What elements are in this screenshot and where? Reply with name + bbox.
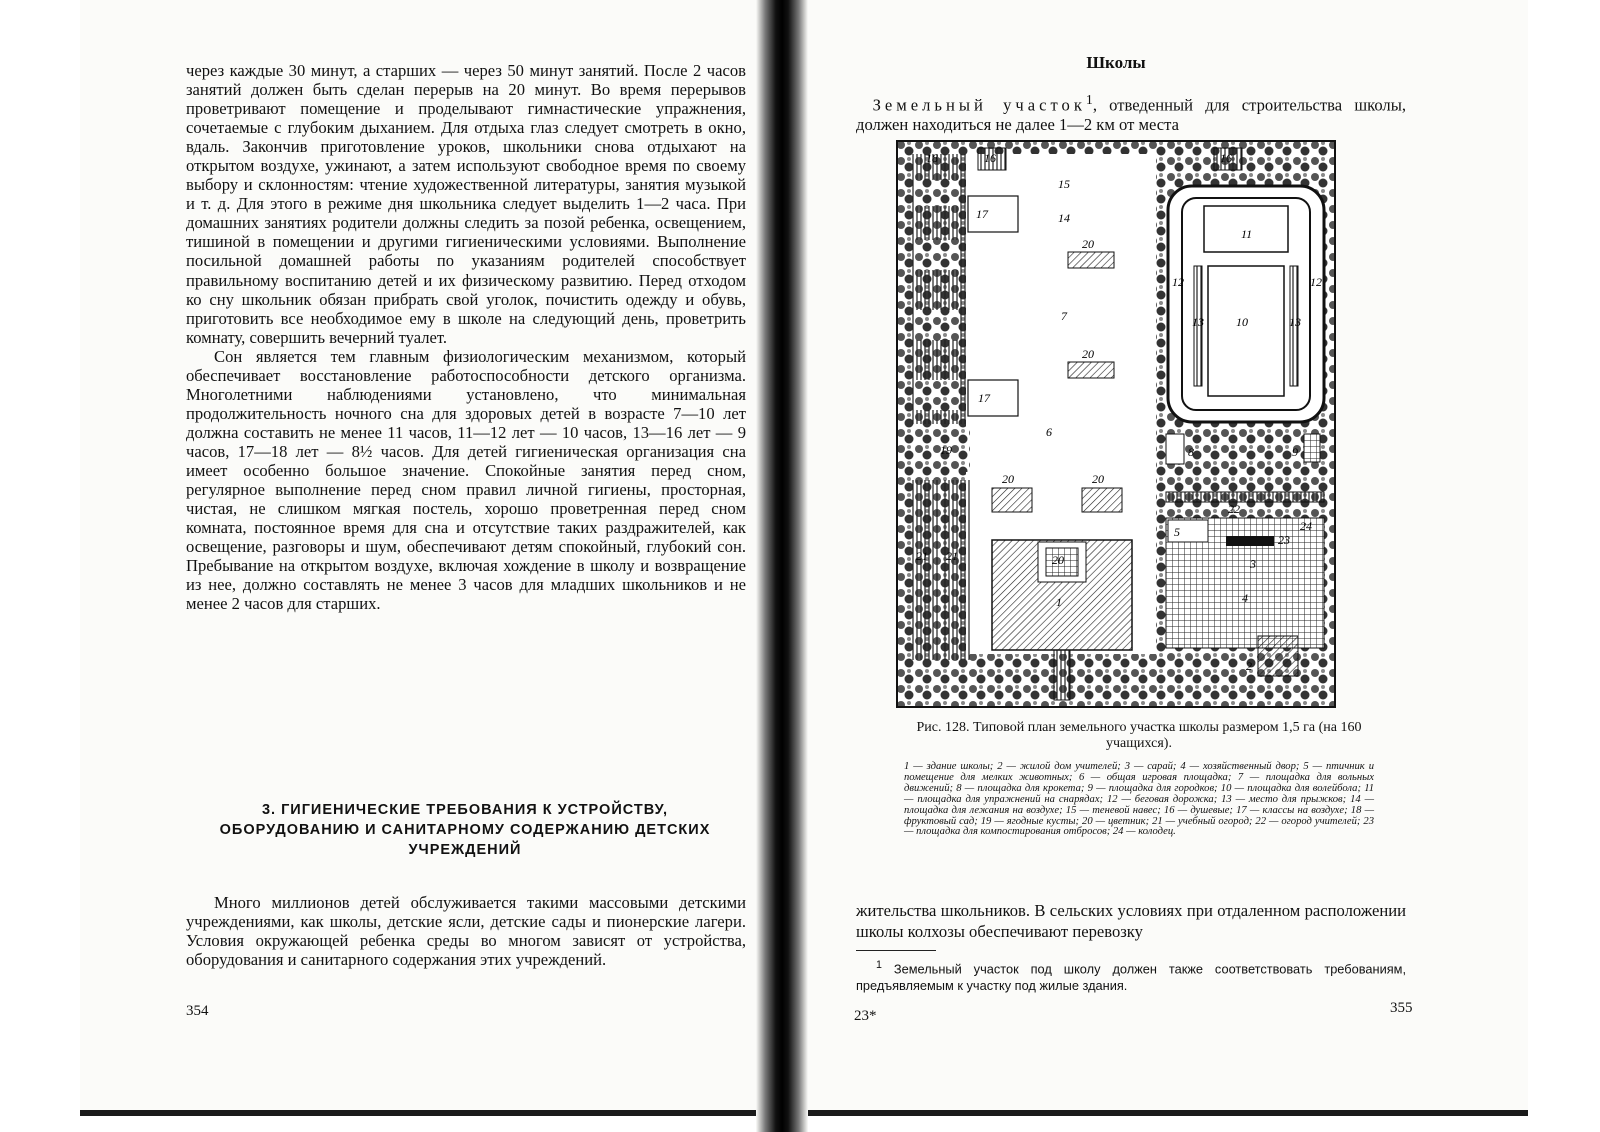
left-closing-text	[186, 893, 746, 969]
signature-mark: 23*	[854, 1008, 877, 1024]
teachers-house	[1258, 636, 1298, 676]
left-body-text	[186, 61, 746, 613]
plan-label-20a: 20	[1082, 237, 1094, 251]
footnote	[856, 957, 1406, 994]
plan-label-12b: 12	[1310, 275, 1322, 289]
plan-label-16a: 16	[984, 151, 996, 165]
plan-label-2: 2	[1246, 659, 1252, 673]
plan-label-10: 10	[1236, 315, 1248, 329]
plan-label-20e: 20	[1052, 553, 1064, 567]
entrance-path	[1054, 650, 1070, 700]
intro-rest: , отведенный для строительства школы, должен находиться не далее 1—2 км от места	[856, 95, 1407, 135]
volleyball-court	[1208, 266, 1284, 396]
plan-label-14: 14	[1058, 211, 1070, 225]
footnote-rule	[856, 950, 936, 951]
plan-label-7: 7	[1061, 309, 1067, 323]
plan-label-9: 9	[1292, 445, 1298, 459]
plan-label-6: 6	[1046, 425, 1052, 439]
figure-legend: 1 — здание школы; 2 — жилой дом учителей; 3 — сарай; 4 — хозяйственный двор; 5 — птичник и помещение для мелких животных; 6 — общая игровая площадка; 7 — площадка для вольных движений; 8 — площадка для крокета; 9 — площадка для городков; 10 — площадка для волейбола; 11 — площадка для упражнений на снарядах; 12 — беговая дорожка; 13 — место для прыжков; 14 — площадка для лежания на воздухе; 15 — теневой навес; 16 — душевые; 17 — классы на воздухе; 18 — фруктовый сад; 19 — ягодные кусты; 20 — цветник; 21 — учебный огород; 22 — огород учителей; 23 — площадка для компостирования отбросов; 24 — колодец.	[904, 761, 1374, 838]
right-page	[836, 0, 1476, 1100]
book-spine-shadow	[756, 0, 808, 1132]
page-number-left: 354	[186, 1003, 209, 1019]
plan-label-19: 19	[940, 443, 952, 457]
plan-label-24: 24	[1300, 519, 1312, 533]
paragraph-institutions: Много миллионов детей обслуживается такими массовыми детскими учреждениями, как школы, детские ясли, детские сады и пионерские лагери. Условия окружающей ребенка среды во многом зависят от устройства, оборудования и санитарного содержания этих учреждений.	[186, 893, 746, 970]
flower-bed-4	[1082, 488, 1122, 512]
flower-bed-1	[1068, 252, 1114, 268]
plan-label-20d: 20	[1092, 472, 1104, 486]
plan-label-22: 22	[1228, 502, 1240, 516]
plan-label-20b: 20	[1082, 347, 1094, 361]
outdoor-class-17b	[968, 380, 1018, 416]
left-page	[150, 0, 756, 1100]
plan-label-17a: 17	[976, 207, 988, 221]
croquet-post	[1166, 434, 1184, 464]
plan-label-3: 3	[1250, 557, 1256, 571]
vegetable-garden-b	[942, 480, 970, 660]
plan-label-20c: 20	[1002, 472, 1014, 486]
intro-spaced-term: Земельный участок	[872, 95, 1086, 115]
plan-label-21a: 21	[916, 549, 928, 563]
school-site-plan	[896, 140, 1336, 708]
plan-label-11: 11	[1241, 227, 1253, 241]
gorodki-post	[1304, 434, 1320, 462]
plan-label-8: 8	[1188, 445, 1194, 459]
figure-caption: Рис. 128. Типовой план земельного участка школы размером 1,5 га (на 160 учащихся).	[916, 720, 1362, 751]
vegetable-garden-a	[910, 480, 938, 660]
plan-label-15: 15	[1058, 177, 1070, 191]
page-number-right: 355	[1390, 1000, 1413, 1016]
plan-label-16b: 16	[1220, 151, 1232, 165]
footnote-text: Земельный участок под школу должен также соответствовать требованиям, предъявляемым к участку под жилые здания.	[856, 961, 1406, 994]
plan-label-13b: 13	[1289, 315, 1301, 329]
flower-bed-3	[992, 488, 1032, 512]
plan-label-13a: 13	[1192, 315, 1204, 329]
paragraph-sleep: Сон является тем главным физиологическим механизмом, который обеспечивает восстановление работоспособности детского организма. Многолетними наблюдениями установлено, что минимальная продолжительность ночного сна для здоровых детей в возрасте 7—10 лет должна составить не менее 11 часов, 11—12 лет — 10 часов, 13—16 лет — 9 часов, 17—18 лет — 8½ часов. Для детей гигиеническая организация сна имеет особенно большое значение. Спокойные занятия перед сном, регулярное выполнение перед сном правил личной гигиены, просторная, чистая, не слишком мягкая постель, хорошо проветренная перед сном комната, постоянное время для сна и отсутствие таких раздражителей, как освещение, разговоры и шум, обеспечивают детям спокойный, глубокий сон. Пребывание на открытом воздухе, включая хождение в школу и возвращение из нее, должно составлять не менее 3 часов для младших школьников и не менее 2 часов для старших.	[186, 346, 746, 614]
section-heading: 3. ГИГИЕНИЧЕСКИЕ ТРЕБОВАНИЯ К УСТРОЙСТВУ, ОБОРУДОВАНИЮ И САНИТАРНОМУ СОДЕРЖАНИЮ ДЕТСКИХ УЧРЕЖДЕНИЙ	[219, 802, 711, 858]
page-title: Школы	[1086, 53, 1146, 72]
intro-paragraph	[856, 90, 1406, 135]
plan-label-4: 4	[1242, 591, 1248, 605]
continuation-paragraph: жительства школьников. В сельских условиях при отдаленном расположении школы колхозы обеспечивают перевозку	[856, 901, 1406, 941]
plan-label-5: 5	[1174, 525, 1180, 539]
plan-label-17b: 17	[978, 391, 990, 405]
plan-label-18: 18	[926, 151, 938, 165]
paragraph-continuation: через каждые 30 минут, а старших — через 50 минут занятий. После 2 часов занятий должен быть сделан перерыв на 20 минут. Во время перерывов проветривают помещение и проделывают гимнастические упражнения, сочетаемые с глубоким дыханием. Для отдыха глаз следует смотреть в окно, вдаль. Закончив приготовление уроков, школьники снова отдыхают на открытом воздухе, ужинают, а затем используют свободное время по своему выбору и склонностям: чтение художественной литературы, занятия музыкой и т. д. Для этого в режиме дня школьника следует выделить 1—2 часа. При домашних занятиях родители должны следить за позой ребенка, освещением, тишиной в помещении и другими гигиеническими условиями. Выполнение посильной домашней работы по указаниям родителей способствует правильному воспитанию детей и их физическому развитию. Перед отходом ко сну школьник обязан прибрать свой уголок, почистить одежду и обувь, приготовить все необходимое ему в школе на следующий день, проветрить комнату, совершить вечерний туалет.	[186, 61, 746, 347]
flower-bed-2	[1068, 362, 1114, 378]
plan-label-12a: 12	[1172, 275, 1184, 289]
plan-label-1: 1	[1056, 595, 1062, 609]
footnote-ref: 1	[1085, 92, 1093, 107]
shed	[1226, 536, 1274, 546]
plan-label-21b: 21	[946, 549, 958, 563]
footnote-marker: 1	[876, 959, 882, 971]
plan-label-23: 23	[1278, 533, 1290, 547]
